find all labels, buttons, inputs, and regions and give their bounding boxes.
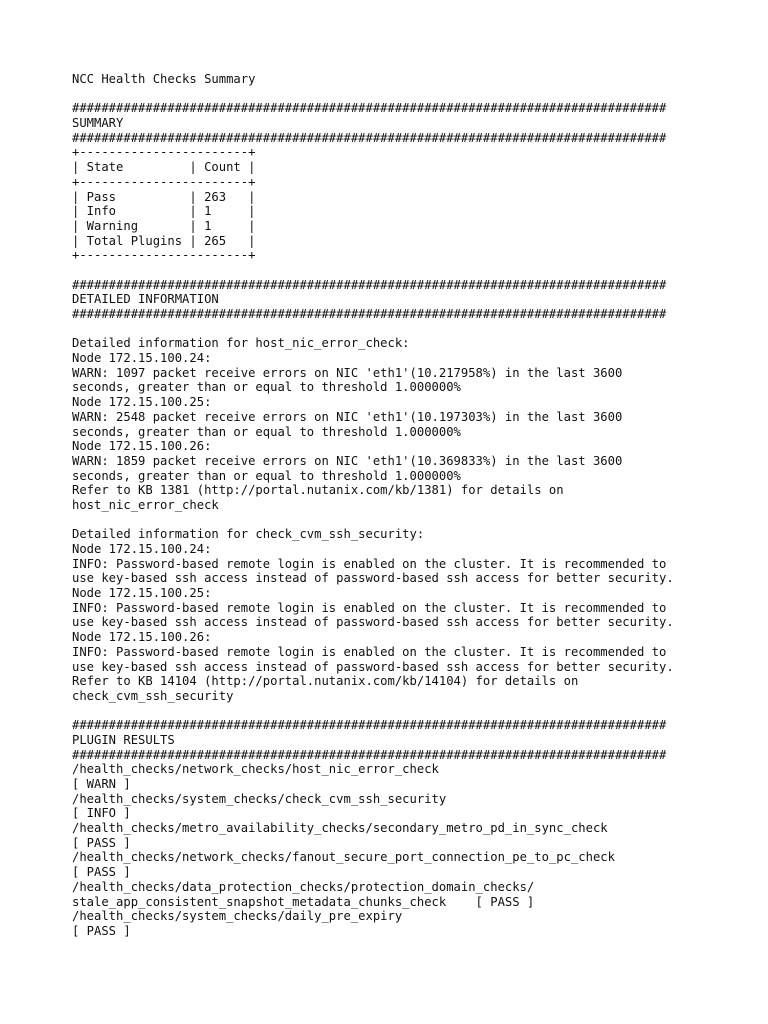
text-line: Node 172.15.100.24:: [72, 542, 212, 556]
text-line: DETAILED INFORMATION: [72, 292, 219, 307]
text-line: | Warning | 1 |: [72, 218, 256, 233]
text-line: | State | Count |: [72, 160, 256, 175]
text-line: Node 172.15.100.25:: [72, 586, 212, 601]
text-line: Node 172.15.100.26:: [72, 630, 212, 645]
text-line: +-----------------------+: [72, 248, 256, 263]
document-page: [72, 72, 712, 939]
text-line: | Info | 1 |: [72, 204, 256, 219]
text-line: use key-based ssh access instead of password-based ssh access for better security.: [72, 659, 674, 674]
text-line: Detailed information for host_nic_error_check:: [72, 336, 410, 351]
text-line: use key-based ssh access instead of password-based ssh access for better security.: [72, 615, 674, 630]
blank-line: [72, 263, 712, 278]
text-line: /health_checks/metro_availability_checks/secondary_metro_pd_in_sync_check: [72, 821, 608, 836]
text-line: use key-based ssh access instead of password-based ssh access for better security.: [72, 571, 674, 586]
text-line: INFO: Password-based remote login is enabled on the cluster. It is recommended to: [72, 644, 667, 659]
text-line: WARN: 1859 packet receive errors on NIC 'eth1'(10.369833%) in the last 3600: [72, 453, 623, 468]
text-line: | Pass | 263 |: [72, 189, 256, 204]
text-line: Node 172.15.100.26:: [72, 439, 212, 454]
text-line: [ PASS ]: [72, 865, 131, 880]
text-line: #################################################################################: [72, 277, 667, 292]
text-line: /health_checks/data_protection_checks/protection_domain_checks/: [72, 879, 535, 894]
text-line: host_nic_error_check: [72, 497, 219, 512]
blank-line: [72, 704, 712, 719]
text-line: Refer to KB 14104 (http://portal.nutanix.com/kb/14104) for details on: [72, 674, 579, 689]
text-line: /health_checks/network_checks/host_nic_error_check: [72, 762, 439, 777]
text-line: [ WARN ]: [72, 777, 131, 791]
text-line: Detailed information for check_cvm_ssh_security:: [72, 527, 425, 542]
text-line: [ PASS ]: [72, 923, 131, 938]
text-line: [ INFO ]: [72, 806, 131, 821]
text-line: #################################################################################: [72, 101, 667, 116]
text-line: #################################################################################: [72, 307, 667, 321]
text-line: INFO: Password-based remote login is enabled on the cluster. It is recommended to: [72, 556, 667, 571]
text-line: WARN: 2548 packet receive errors on NIC 'eth1'(10.197303%) in the last 3600: [72, 409, 623, 424]
text-line: /health_checks/system_checks/check_cvm_ssh_security: [72, 791, 447, 806]
text-line: WARN: 1097 packet receive errors on NIC 'eth1'(10.217958%) in the last 3600: [72, 365, 623, 380]
blank-line: [72, 322, 712, 337]
text-line: seconds, greater than or equal to threshold 1.000000%: [72, 424, 461, 439]
blank-line: [72, 87, 712, 102]
text-line: [ PASS ]: [72, 835, 131, 850]
text-line: +-----------------------+: [72, 145, 256, 160]
text-line: /health_checks/network_checks/fanout_secure_port_connection_pe_to_pc_check: [72, 850, 615, 865]
document-body: [72, 87, 712, 939]
text-line: #################################################################################: [72, 718, 667, 733]
document-title: NCC Health Checks Summary: [72, 72, 256, 86]
text-line: SUMMARY: [72, 116, 124, 131]
text-line: Refer to KB 1381 (http://portal.nutanix.com/kb/1381) for details on: [72, 483, 564, 498]
text-line: Node 172.15.100.24:: [72, 351, 212, 366]
text-line: Node 172.15.100.25:: [72, 395, 212, 410]
text-line: seconds, greater than or equal to threshold 1.000000%: [72, 468, 461, 483]
text-line: seconds, greater than or equal to threshold 1.000000%: [72, 380, 461, 395]
blank-line: [72, 513, 712, 528]
text-line: #################################################################################: [72, 747, 667, 762]
text-line: /health_checks/system_checks/daily_pre_expiry: [72, 909, 403, 924]
text-line: #################################################################################: [72, 130, 667, 145]
text-line: | Total Plugins | 265 |: [72, 233, 256, 248]
text-line: PLUGIN RESULTS: [72, 732, 175, 747]
text-line: check_cvm_ssh_security: [72, 688, 234, 703]
text-line: stale_app_consistent_snapshot_metadata_chunks_check [ PASS ]: [72, 894, 535, 909]
text-line: INFO: Password-based remote login is enabled on the cluster. It is recommended to: [72, 600, 667, 615]
text-line: +-----------------------+: [72, 174, 256, 189]
